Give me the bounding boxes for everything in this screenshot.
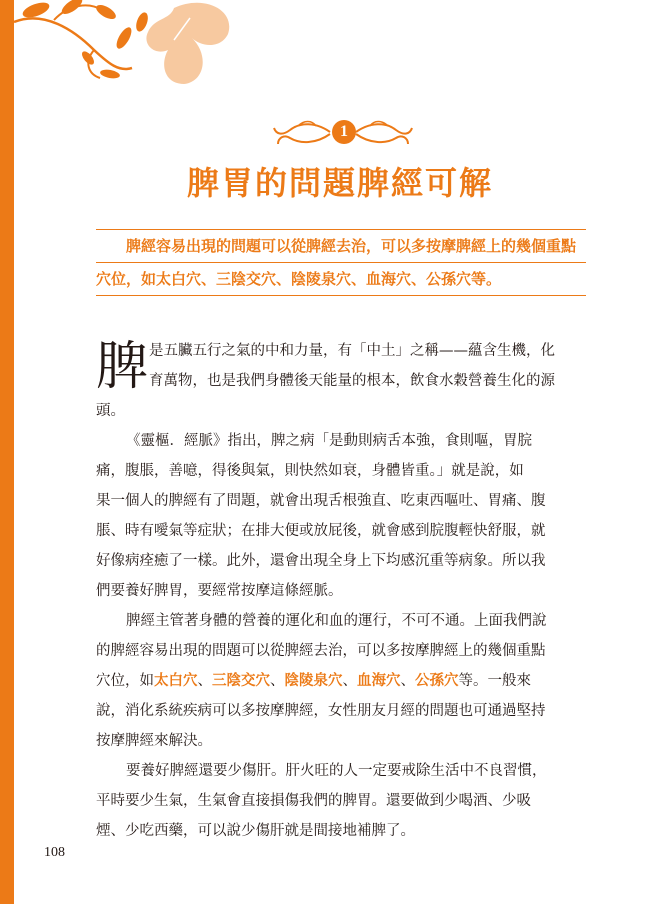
text-line: 果一個人的脾經有了問題，就會出現舌根強直、吃東西嘔吐、胃痛、腹 — [96, 493, 546, 509]
text-line: 煙、少吃西藥，可以說少傷肝就是間接地補脾了。 — [96, 823, 415, 839]
vine-butterfly-icon — [14, 0, 244, 95]
text-line: 平時要少生氣，生氣會直接損傷我們的脾胃。還要做到少喝酒、少吸 — [96, 793, 531, 809]
text-line: 脹、時有噯氣等症狀；在排大便或放屁後，就會感到脘腹輕快舒服，就 — [96, 523, 546, 539]
acupoint-name: 陰陵泉穴 — [284, 672, 343, 689]
chapter-number: 1 — [332, 120, 356, 144]
text-segment: 等。一般來 — [458, 673, 531, 689]
text-line: 痛，腹脹，善噫，得後與氣，則快然如衰，身體皆重。」就是說，如 — [96, 463, 524, 479]
drop-cap: 脾 — [96, 337, 149, 397]
summary-box — [96, 229, 586, 296]
side-accent-bar — [0, 0, 14, 904]
acupoint-name: 公孫穴 — [415, 672, 459, 689]
text-line: 好像病痊癒了一樣。此外，還會出現全身上下均感沉重等病象。所以我 — [96, 553, 546, 569]
text-line: 們要養好脾胃，要經常按摩這條經脈。 — [96, 583, 343, 599]
separator: 、 — [400, 673, 415, 689]
summary-line: 穴位，如太白穴、三陰交穴、陰陵泉穴、血海穴、公孫穴等。 — [96, 263, 586, 296]
text-line: 要養好脾經還要少傷肝。肝火旺的人一定要戒除生活中不良習慣， — [126, 763, 547, 779]
separator: 、 — [342, 673, 357, 689]
acupoint-name: 太白穴 — [154, 672, 198, 689]
text-line: 《靈樞．經脈》指出，脾之病「是動則病舌本強，食則嘔，胃脘 — [126, 433, 532, 449]
acupoint-name: 血海穴 — [357, 672, 401, 689]
text-line: 育萬物，也是我們身體後天能量的根本，飲食水穀營養生化的源 — [149, 373, 555, 389]
text-segment: 穴位，如 — [96, 673, 154, 689]
page-title: 脾胃的問題脾經可解 — [186, 164, 493, 202]
page-number: 108 — [44, 845, 65, 860]
text-line: 按摩脾經來解決。 — [96, 733, 212, 749]
text-line: 頭。 — [96, 403, 125, 419]
acupoint-name: 三陰交穴 — [212, 672, 270, 689]
separator: 、 — [270, 673, 285, 689]
text-line: 是五臟五行之氣的中和力量，有「中土」之稱——蘊含生機，化 — [149, 343, 555, 359]
separator: 、 — [197, 673, 212, 689]
text-line: 說，消化系統疾病可以多按摩脾經，女性朋友月經的問題也可通過堅持 — [96, 703, 546, 719]
body-text — [96, 336, 586, 846]
text-line: 脾經主管著身體的營養的運化和血的運行，不可不通。上面我們說 — [126, 613, 547, 629]
text-line: 的脾經容易出現的問題可以從脾經去治，可以多按摩脾經上的幾個重點 — [96, 643, 546, 659]
summary-line: 脾經容易出現的問題可以從脾經去治，可以多按摩脾經上的幾個重點 — [96, 229, 586, 263]
text-line-acupoints — [96, 666, 586, 696]
